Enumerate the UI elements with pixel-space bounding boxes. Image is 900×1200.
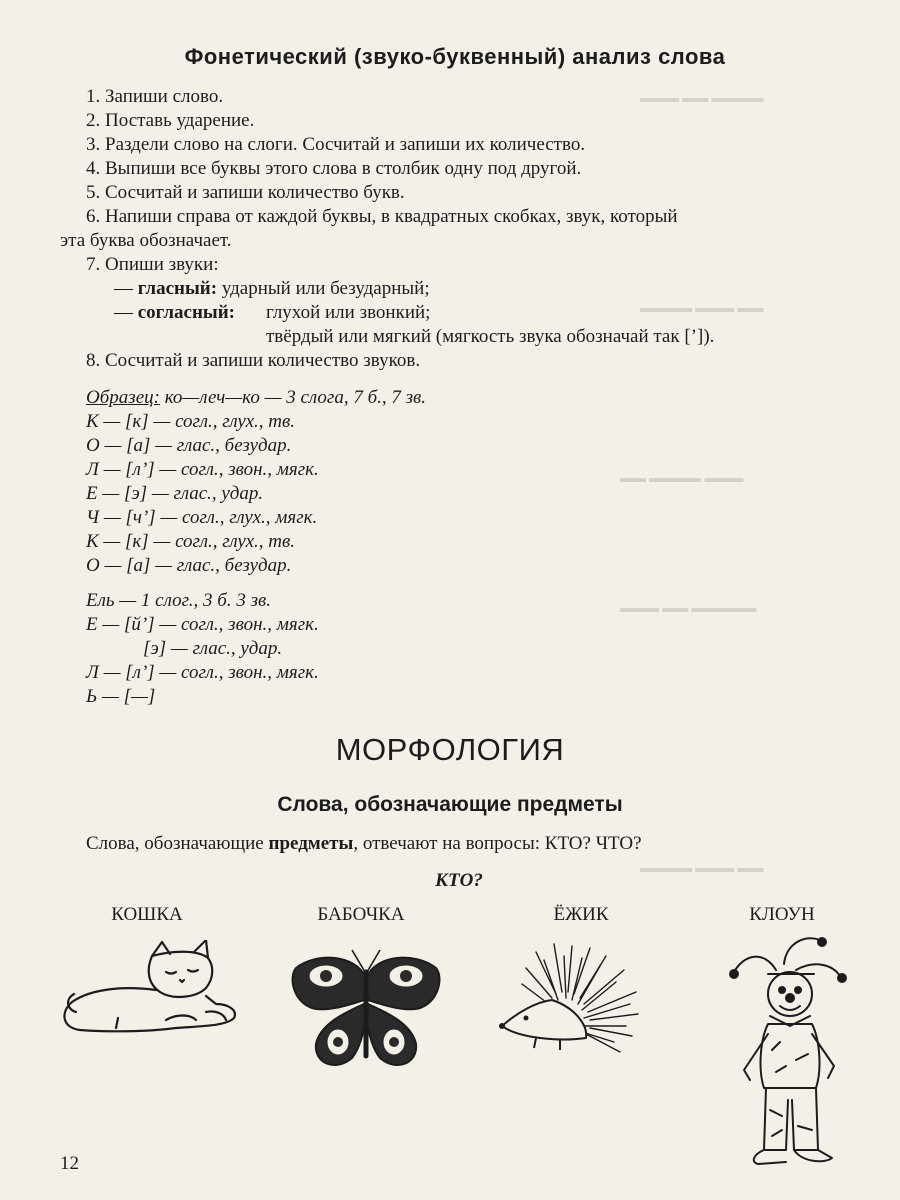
section-title: МОРФОЛОГИЯ [335,732,565,767]
sample-label: Образец: [86,387,160,408]
hedgehog-icon [496,942,646,1062]
caption-cat: КОШКА [111,904,183,925]
step-7: 7. Опиши звуки: [86,254,219,275]
example-row: О — [а] — глас., безудар. [86,555,292,576]
consonant-description [114,302,235,324]
example-2-row: [э] — глас., удар. [143,638,283,659]
sample-word: ко—леч—ко — 3 слога, 7 б., 7 зв. [159,387,427,408]
vowel-label: гласный: [137,278,218,299]
step-4: 4. Выпиши все буквы этого слова в столбик одну под другой. [86,158,582,179]
consonant-label: согласный: [137,302,235,323]
subsection-title: Слова, обозначающие предметы [277,793,623,816]
example-2-row: Е — [й’] — согл., звон., мягк. [86,614,319,635]
vowel-text: ударный или безударный; [217,278,430,299]
show-through-texture: ▬▬▬▬ ▬▬▬ ▬▬ [640,300,764,315]
example-row: К — [к] — согл., глух., тв. [86,531,296,552]
vowel-description [114,278,430,300]
caption-butterfly: БАБОЧКА [317,904,405,925]
butterfly-icon [286,948,446,1074]
cat-icon [56,940,240,1040]
example-2-row: Ь — [—] [86,686,156,707]
example-header [86,387,426,409]
example-row: О — [а] — глас., безудар. [86,435,292,456]
dash: — [114,278,138,299]
caption-clown: КЛОУН [749,904,815,925]
example-row: Ч — [ч’] — согл., глух., мягк. [86,507,318,528]
example-2-row: Л — [л’] — согл., звон., мягк. [86,662,319,683]
page-number: 12 [60,1153,79,1174]
example-2-header: Ель — 1 слог., 3 б. 3 зв. [86,590,272,611]
step-6: 6. Напиши справа от каждой буквы, в квадратных скобках, звук, который [86,206,678,227]
intro-after: , отвечают на вопросы: КТО? ЧТО? [353,833,642,854]
show-through-texture: ▬▬▬ ▬▬ ▬▬▬▬ [640,90,764,105]
step-8: 8. Сосчитай и запиши количество звуков. [86,350,421,371]
show-through-texture: ▬▬▬▬ ▬▬▬ ▬▬ [640,860,764,875]
step-6-continued: эта буква обозначает. [60,230,232,251]
intro-bold: предметы [268,833,354,854]
step-5: 5. Сосчитай и запиши количество букв. [86,182,405,203]
caption-hedgehog: ЁЖИК [553,904,609,925]
step-3: 3. Раздели слово на слоги. Сосчитай и запиши их количество. [86,134,586,155]
show-through-texture: ▬▬ ▬▬▬▬ ▬▬▬ [620,470,744,485]
example-row: К — [к] — согл., глух., тв. [86,411,296,432]
show-through-texture: ▬▬▬ ▬▬ ▬▬▬▬▬ [620,600,757,615]
example-row: Л — [л’] — согл., звон., мягк. [86,459,319,480]
consonant-text-2: твёрдый или мягкий (мягкость звука обозначай так [’]). [266,326,715,347]
intro-sentence [86,833,642,855]
intro-before: Слова, обозначающие [86,833,269,854]
question-heading: КТО? [435,870,483,891]
page-title: Фонетический (звуко-буквенный) анализ слова [184,44,726,69]
clown-icon [724,930,854,1170]
consonant-text: глухой или звонкий; [266,302,431,323]
dash: — [114,302,138,323]
step-2: 2. Поставь ударение. [86,110,255,131]
step-1: 1. Запиши слово. [86,86,224,107]
example-row: Е — [э] — глас., удар. [86,483,264,504]
